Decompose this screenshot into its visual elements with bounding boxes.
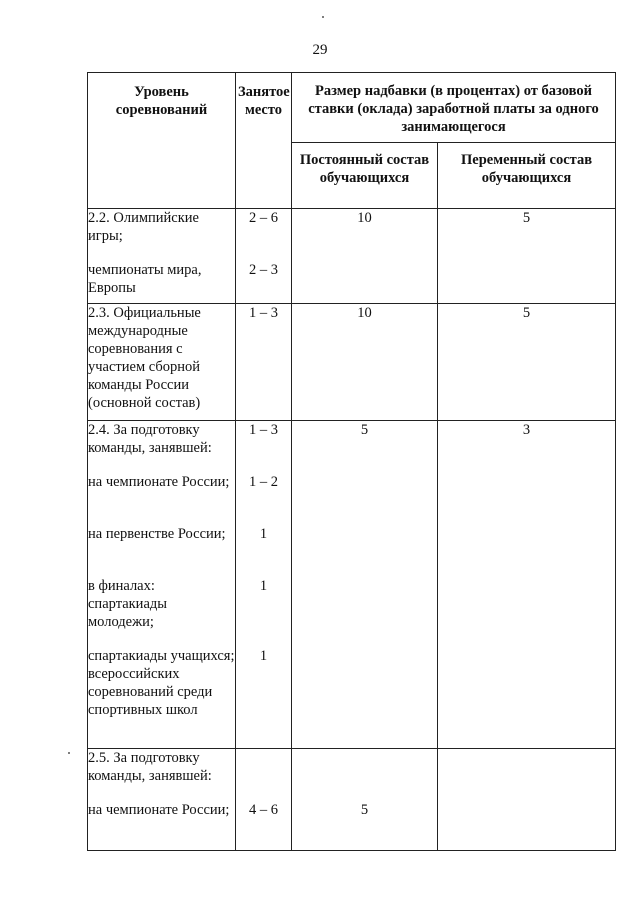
variable-cell <box>438 749 616 851</box>
permanent-text: 5 <box>360 802 369 818</box>
table-row <box>88 749 616 851</box>
place-text: 1 <box>259 526 268 542</box>
permanent-cell <box>292 749 438 851</box>
level-text: 2.5. За подготовку команды, занявшей: <box>88 750 212 784</box>
level-text: на чемпионате России; <box>88 474 230 490</box>
level-text: 2.4. За подготовку команды, занявшей: <box>88 422 212 456</box>
permanent-cell: 10 <box>292 209 438 304</box>
table-row <box>88 421 616 749</box>
level-text: 2.3. Официальные международные соревнования с участием сборной команды России (основной состав) <box>88 305 201 411</box>
place-text: 1 – 2 <box>249 474 278 490</box>
level-cell <box>88 749 236 851</box>
place-text: 1 – 3 <box>249 422 278 438</box>
header-variable <box>438 143 616 209</box>
variable-cell: 5 <box>438 209 616 304</box>
place-text: 2 – 6 <box>249 210 278 226</box>
level-text: 2.2. Олимпийские игры; <box>88 210 199 244</box>
header-variable-text: Переменный состав обучающихся <box>460 152 593 186</box>
header-size-text: Размер надбавки (в процентах) от базовой ставки (оклада) заработной платы за одного занимающегося <box>308 83 599 135</box>
scan-speck <box>322 16 324 18</box>
place-cell <box>236 304 292 421</box>
place-cell <box>236 749 292 851</box>
level-text: чемпионаты мира, Европы <box>88 262 202 296</box>
variable-cell: 3 <box>438 421 616 749</box>
place-text <box>236 749 291 801</box>
header-level-text: Уровень соревнований <box>115 84 208 118</box>
level-cell <box>88 421 236 749</box>
level-text: в финалах: спартакиады молодежи; <box>88 578 167 630</box>
header-permanent <box>292 143 438 209</box>
level-cell <box>88 304 236 421</box>
permanent-cell: 5 <box>292 421 438 749</box>
place-cell <box>236 209 292 304</box>
page-number: 29 <box>312 42 328 58</box>
header-permanent-text: Постоянный состав обучающихся <box>299 152 430 186</box>
header-place <box>236 73 292 209</box>
table-row <box>88 304 616 421</box>
header-size <box>292 73 616 143</box>
place-text: 1 <box>259 648 268 664</box>
level-text: на чемпионате России; <box>88 802 230 818</box>
place-text: 2 – 3 <box>249 262 278 278</box>
header-place-text: Занятое место <box>238 84 290 118</box>
place-text: 4 – 6 <box>249 802 278 818</box>
place-text: 1 – 3 <box>249 305 278 321</box>
allowance-table <box>87 72 616 851</box>
place-cell <box>236 421 292 749</box>
variable-cell: 5 <box>438 304 616 421</box>
level-cell <box>88 209 236 304</box>
header-level <box>88 73 236 209</box>
permanent-cell: 10 <box>292 304 438 421</box>
level-text: на первенстве России; <box>88 526 226 542</box>
place-text: 1 <box>259 578 268 594</box>
level-text: спартакиады учащихся; всероссийских соревнований среди спортивных школ <box>88 648 235 718</box>
table-row <box>88 209 616 304</box>
scan-speck <box>68 752 70 754</box>
